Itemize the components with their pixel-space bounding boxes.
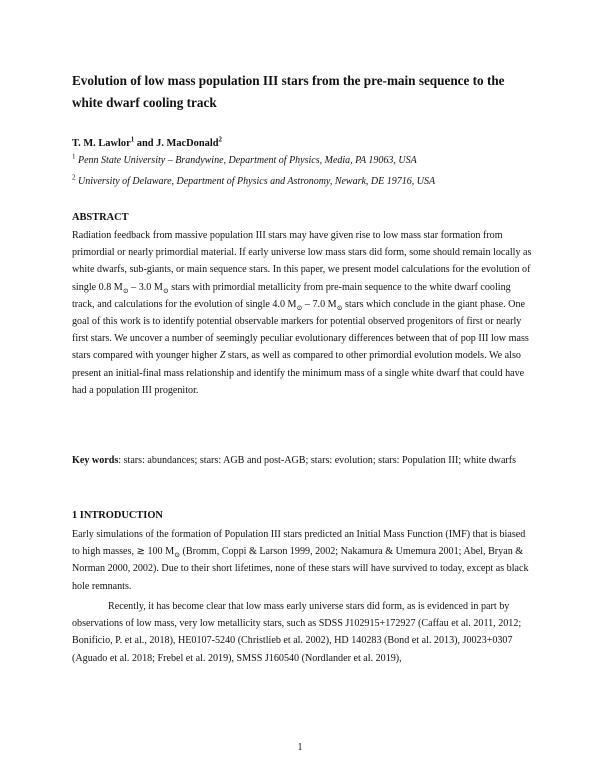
author-1-affiliation-mark: 1 [130,135,135,144]
affiliation-1-mark: 1 [72,152,76,161]
affiliation-2-mark: 2 [72,173,76,182]
affiliation-1-text: Penn State University – Brandywine, Department of Physics, Media, PA 19063, USA [78,155,417,166]
affiliation-2 [72,174,534,190]
introduction-paragraph-2: Recently, it has become clear that low mass early universe stars did form, as is evidenced in part by observations of low mass, very low metallicity stars, such as SDSS J102915+172927 (Caffau et al. 2011, 2012; Bonificio, P. et al., 2018), HE0107-5240 (Christlieb et al. 2002), HD 140283 (Bond et al. 2013), J0023+0307 (Aguado et al. 2018; Frebel et al. 2019), SMSS J160540 (Nordlander et al. 2019), [72,601,522,664]
abstract-body [72,227,534,399]
abstract-text: stars with primordial metallicity from pre-main sequence to the white dwarf cooling track, and calculations for the evolution of single 4.0 M [72,281,511,310]
abstract-text: Radiation feedback from massive population III stars may have given rise to low mass star formation from primordial or nearly primordial material. If early universe low mass stars did form, some should remain locally as white dwarfs, sub-giants, or main sequence stars. In this paper, we present model calculations for the evolution of single 0.8 M [72,230,532,293]
abstract-text: stars, as well as compared to other primordial evolution models. We also present an initial-final mass relationship and identify the minimum mass of a single white dwarf that could have had a population III progenitor. [72,350,525,396]
author-conjunction: and [134,138,157,149]
affiliation-2-text: University of Delaware, Department of Physics and Astronomy, Newark, DE 19716, USA [78,176,436,187]
abstract-text: – 7.0 M [302,298,337,310]
solar-symbol: ⊙ [336,303,343,312]
paper-title: Evolution of low mass population III stars from the pre-main sequence to the white dwarf cooling track [72,73,505,110]
solar-symbol: ⊙ [296,303,303,312]
introduction-paragraph-1 [72,526,534,595]
author-2: J. MacDonald [156,138,219,149]
abstract-text: stars which conclude in the giant phase. One goal of this work is to identify potential observable markers for potential observed progenitors of first or nearly first stars. We uncover a number of seemingly peculiar evolutionary differences between that of pop III low mass stars compared with younger higher [72,298,529,362]
paragraph-text: (Bromm, Coppi & Larson 1999, 2002; Nakamura & Umemura 2001; Abel, Bryan & Norman 2000, 2002). Due to their short lifetimes, none of these stars will have survived to today, except as black hole remnants. [72,546,529,592]
abstract-heading: ABSTRACT [72,212,129,223]
keywords-text: : stars: abundances; stars: AGB and post-AGB; stars: evolution; stars: Population III; white dwarfs [118,455,517,466]
metallicity-symbol: Z [219,350,226,362]
author-2-affiliation-mark: 2 [218,135,222,144]
solar-symbol: ⊙ [174,551,180,560]
abstract-text: – 3.0 M [128,281,163,293]
affiliation-1 [72,153,534,169]
solar-symbol: ⊙ [162,286,169,295]
author-line [72,136,534,152]
keywords [72,452,534,469]
keywords-label: Key words [72,455,119,466]
page-number: 1 [297,742,303,753]
author-1: T. M. Lawlor [72,138,131,149]
paragraph-text: Early simulations of the formation of Population III stars predicted an Initial Mass Function (IMF) that is biased to high masses, ≳ 100 M [72,529,526,558]
solar-symbol: ⊙ [122,286,129,295]
introduction-heading: 1 INTRODUCTION [72,510,163,521]
